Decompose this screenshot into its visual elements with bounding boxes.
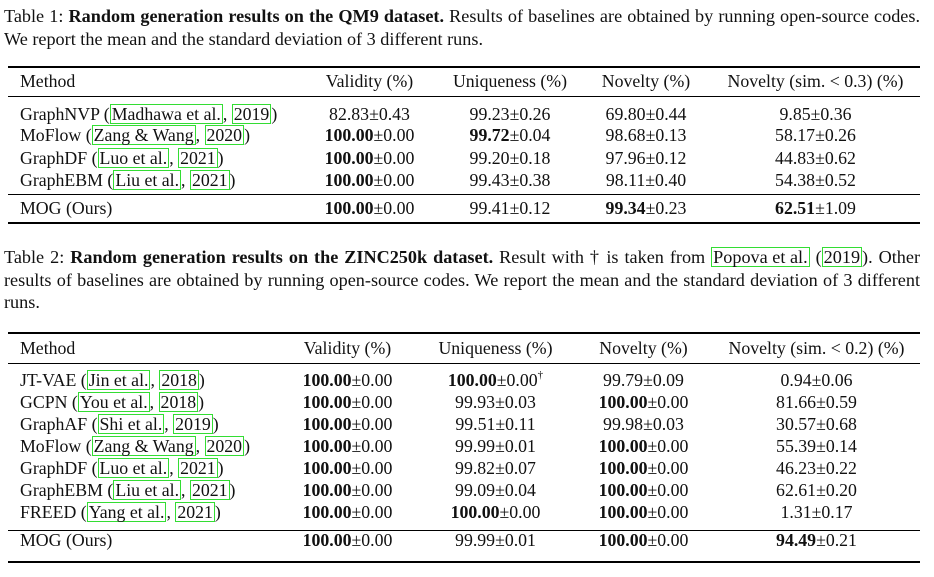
- cell-mean: 82.83: [329, 103, 370, 124]
- method-name: MoFlow: [20, 435, 82, 456]
- plus-minus-sign: ±: [509, 147, 520, 168]
- cell-mean: 100.00: [302, 457, 352, 478]
- cell-mean: 46.23: [776, 457, 817, 478]
- cell-mean: 99.41: [469, 197, 510, 218]
- table2-cell-uniqueness: [417, 413, 574, 435]
- cell-mean: 100.00: [302, 435, 352, 456]
- table2-header-uniqueness: Uniqueness (%): [438, 338, 553, 358]
- table2-caption-cite-year-link[interactable]: 2019: [823, 247, 861, 267]
- cell-std: 0.12: [655, 147, 687, 168]
- cell-mean: 99.72: [469, 125, 510, 146]
- table2-cell-novelty-sim: [713, 457, 920, 479]
- table2-caption-mid: Result with † is taken from: [499, 247, 706, 267]
- table-row-ours: [8, 527, 920, 553]
- table1-caption: [4, 5, 920, 50]
- citation-year-link[interactable]: 2019: [233, 103, 270, 124]
- cell-mean: 99.93: [455, 391, 496, 412]
- plus-minus-sign: ±: [811, 370, 822, 390]
- cell-mean: 100.00: [324, 125, 374, 146]
- cell-std: 0.01: [504, 529, 536, 550]
- plus-minus-sign: ±: [351, 413, 362, 434]
- plus-minus-sign: ±: [816, 435, 826, 456]
- cell-std: 0.00: [657, 391, 689, 412]
- table1-method-cell: GraphNVP ( Madhawa et al. , 2019 ): [20, 103, 278, 124]
- table2-method-cell: MOG (Ours): [20, 529, 113, 550]
- table2-cell-uniqueness: [417, 479, 574, 501]
- citation-year-link[interactable]: 2021: [180, 457, 216, 478]
- cell-mean: 100.00: [324, 170, 374, 191]
- plus-minus-sign: ±: [645, 125, 656, 146]
- cell-mean: 44.83: [775, 147, 816, 168]
- table1-cell-uniqueness: [439, 196, 581, 220]
- table2-cell-uniqueness: [417, 527, 574, 553]
- cell-mean: 62.61: [776, 479, 817, 500]
- cell-std: 0.20: [825, 479, 857, 500]
- table1-cell-novelty: [581, 147, 711, 170]
- plus-minus-sign: ±: [815, 170, 825, 191]
- plus-minus-sign: ±: [369, 103, 379, 124]
- table1-header-uniqueness: Uniqueness (%): [452, 71, 568, 91]
- plus-minus-sign: ±: [351, 435, 362, 456]
- table1-cell-uniqueness: [439, 96, 581, 125]
- cell-std: 0.23: [655, 197, 687, 218]
- cell-std: 0.00: [361, 479, 393, 500]
- cell-std: 0.09: [652, 370, 684, 390]
- table1-cell-novelty-sim: [711, 196, 920, 220]
- table2-caption-text: ). Other results of baselines are obtained by running open-source codes. We report the mean and the standard deviation of 3 different runs.: [4, 247, 921, 312]
- table2-cell-validity: [278, 527, 417, 553]
- cell-std: 0.00: [361, 501, 393, 522]
- table1-cell-novelty: [581, 125, 711, 148]
- method-name: GraphEBM: [20, 170, 103, 191]
- plus-minus-sign: ±: [496, 370, 507, 390]
- cell-mean: 100.00: [598, 457, 648, 478]
- plus-minus-sign: ±: [645, 103, 656, 124]
- cell-mean: 100.00: [324, 147, 374, 168]
- plus-minus-sign: ±: [815, 125, 825, 146]
- cell-std: 0.03: [504, 391, 536, 412]
- cell-std: 0.14: [825, 435, 857, 456]
- plus-minus-sign: ±: [647, 479, 658, 500]
- citation-year-link[interactable]: 2020: [206, 435, 243, 456]
- cell-mean: 81.66: [776, 391, 817, 412]
- cell-mean: 1.31: [780, 501, 812, 522]
- table1-cell-novelty-sim: [711, 96, 920, 125]
- table1-caption-text: Results of baselines are obtained by running open-source codes. We report the mean and the standard deviation of 3 different runs.: [4, 6, 921, 49]
- table-row: [8, 435, 920, 457]
- cell-std: 0.00: [657, 457, 689, 478]
- table2-cell-novelty-sim: [713, 363, 920, 391]
- cell-mean: 100.00: [598, 529, 648, 550]
- table1-method-cell: MOG (Ours): [20, 197, 113, 218]
- citation-year-link[interactable]: 2021: [191, 479, 228, 500]
- table2-cell-novelty-sim: [713, 501, 920, 523]
- table-row: [8, 413, 920, 435]
- citation-authors-link[interactable]: You et al.: [79, 391, 148, 412]
- table2-header-row: [8, 334, 920, 363]
- cell-std: 0.00: [657, 501, 689, 522]
- cell-mean: 100.00: [302, 413, 352, 434]
- table2-cell-validity: [278, 363, 417, 391]
- table2-cell-validity: [278, 479, 417, 501]
- cell-std: 0.22: [825, 457, 857, 478]
- cell-mean: 99.51: [455, 413, 496, 434]
- table1-header-method: Method: [20, 71, 76, 91]
- method-name: GraphNVP: [20, 103, 100, 124]
- method-name: GraphAF: [20, 413, 88, 434]
- table-row-ours: [8, 196, 920, 220]
- cell-mean: 99.99: [455, 529, 496, 550]
- table2-cell-uniqueness: [417, 457, 574, 479]
- plus-minus-sign: ±: [495, 435, 505, 456]
- table2-cell-novelty-sim: [713, 527, 920, 553]
- plus-minus-sign: ±: [351, 501, 362, 522]
- cell-std: 0.43: [378, 103, 410, 124]
- plus-minus-sign: ±: [645, 170, 655, 191]
- plus-minus-sign: ±: [495, 457, 505, 478]
- table2-caption-cite-link[interactable]: Popova et al.: [713, 247, 808, 267]
- table2-cell-novelty: [574, 457, 713, 479]
- table2-bottom-rule: [8, 561, 920, 563]
- cell-mean: 97.96: [605, 147, 646, 168]
- table1-cell-validity: [300, 196, 439, 220]
- cell-std: 0.36: [820, 103, 852, 124]
- citation-year-link[interactable]: 2021: [180, 147, 216, 168]
- plus-minus-sign: ±: [647, 435, 658, 456]
- plus-minus-sign: ±: [509, 170, 520, 191]
- cell-std: 0.00: [361, 391, 393, 412]
- cell-std: 0.00: [361, 413, 393, 434]
- plus-minus-sign: ±: [495, 529, 505, 550]
- table2-method-cell: FREED ( Yang et al. , 2021 ): [20, 501, 221, 522]
- plus-minus-sign: ±: [815, 197, 825, 218]
- cell-std: 0.00: [383, 197, 415, 218]
- cell-mean: 100.00: [598, 391, 648, 412]
- table-row: [8, 170, 920, 193]
- cell-std: 0.12: [519, 197, 551, 218]
- plus-minus-sign: ±: [509, 125, 520, 146]
- plus-minus-sign: ±: [816, 529, 826, 550]
- table2-cell-validity: [278, 435, 417, 457]
- table1-cell-novelty: [581, 96, 711, 125]
- table1-cell-validity: [300, 96, 439, 125]
- cell-std: 0.03: [652, 413, 684, 434]
- plus-minus-sign: ±: [495, 391, 505, 412]
- plus-minus-sign: ±: [647, 391, 658, 412]
- plus-minus-sign: ±: [373, 197, 384, 218]
- table1-cell-validity: [300, 170, 439, 193]
- plus-minus-sign: ±: [816, 457, 826, 478]
- cell-std: 1.09: [824, 197, 856, 218]
- citation-year-link[interactable]: 2019: [175, 413, 211, 434]
- plus-minus-sign: ±: [816, 479, 826, 500]
- table1-method-cell: GraphDF ( Luo et al. , 2021 ): [20, 147, 224, 168]
- citation-authors-link[interactable]: Shi et al.: [99, 413, 163, 434]
- cell-std: 0.17: [821, 501, 853, 522]
- cell-mean: 99.43: [469, 170, 510, 191]
- cell-std: 0.00: [361, 457, 393, 478]
- table1-grid: [8, 67, 920, 220]
- table1-cell-novelty-sim: [711, 170, 920, 193]
- cell-std: 0.26: [824, 125, 856, 146]
- citation-year-link[interactable]: 2020: [206, 125, 243, 146]
- table2-cell-novelty: [574, 501, 713, 523]
- citation-authors-link[interactable]: Luo et al.: [99, 457, 168, 478]
- table2-header-novelty: Novelty (%): [599, 338, 688, 358]
- plus-minus-sign: ±: [495, 479, 505, 500]
- citation-authors-link[interactable]: Madhawa et al.: [111, 103, 221, 124]
- cell-std: 0.00: [657, 479, 689, 500]
- cell-std: 0.00: [361, 370, 393, 390]
- plus-minus-sign: ±: [816, 391, 826, 412]
- table2-cell-validity: [278, 457, 417, 479]
- plus-minus-sign: ±: [499, 501, 510, 522]
- table2-method-cell: JT-VAE ( Jin et al. , 2018 ): [20, 370, 205, 390]
- table1-cell-validity: [300, 147, 439, 170]
- cell-std: 0.44: [655, 103, 687, 124]
- citation-year-link[interactable]: 2021: [191, 170, 228, 191]
- cell-std: 0.00: [506, 370, 538, 390]
- plus-minus-sign: ±: [373, 147, 384, 168]
- method-name: GCPN: [20, 391, 68, 412]
- dagger-mark: †: [537, 369, 544, 381]
- table-row: [8, 96, 920, 125]
- cell-std: 0.00: [383, 125, 415, 146]
- table2-method-cell: GraphEBM ( Liu et al. , 2021 ): [20, 479, 236, 500]
- cell-std: 0.00: [361, 435, 393, 456]
- plus-minus-sign: ±: [373, 125, 384, 146]
- cell-mean: 100.00: [302, 391, 352, 412]
- citation-year-link[interactable]: 2018: [160, 391, 197, 412]
- cell-mean: 100.00: [598, 501, 648, 522]
- plus-minus-sign: ±: [645, 147, 656, 168]
- table2-cell-novelty: [574, 435, 713, 457]
- table-row: [8, 391, 920, 413]
- cell-std: 0.00: [657, 529, 689, 550]
- table2-label: Table 2:: [4, 247, 65, 267]
- cell-mean: 100.00: [302, 529, 352, 550]
- table2-header-method: Method: [20, 338, 76, 358]
- citation-authors-link[interactable]: Zang & Wang: [93, 435, 194, 456]
- table1-header-novelty: Novelty (%): [601, 71, 691, 91]
- cell-mean: 69.80: [605, 103, 646, 124]
- table2-method-cell: GraphAF ( Shi et al. , 2019 ): [20, 413, 219, 434]
- cell-mean: 62.51: [775, 197, 816, 218]
- table2-cell-uniqueness: [417, 391, 574, 413]
- method-name: GraphDF: [20, 457, 88, 478]
- table2-cell-novelty-sim: [713, 479, 920, 501]
- cell-std: 0.04: [504, 479, 536, 500]
- table2-method-cell: GCPN ( You et al. , 2018 ): [20, 391, 205, 412]
- table2-cell-uniqueness: [417, 435, 574, 457]
- cell-mean: 98.68: [605, 125, 646, 146]
- table2-cell-uniqueness: [417, 501, 574, 523]
- cell-mean: 100.00: [598, 435, 648, 456]
- citation-year-link[interactable]: 2021: [177, 501, 213, 522]
- cell-mean: 54.38: [775, 170, 816, 191]
- cell-std: 0.00: [383, 147, 415, 168]
- cell-std: 0.59: [825, 391, 857, 412]
- table1-cell-validity: [300, 125, 439, 148]
- table2-method-cell: MoFlow ( Zang & Wang , 2020 ): [20, 435, 250, 456]
- plus-minus-sign: ±: [645, 197, 656, 218]
- cell-mean: 100.00: [302, 501, 352, 522]
- table1-title: Random generation results on the QM9 dataset.: [68, 6, 445, 26]
- cell-mean: 9.85: [779, 103, 811, 124]
- plus-minus-sign: ±: [495, 413, 506, 434]
- table2-method-cell: GraphDF ( Luo et al. , 2021 ): [20, 457, 224, 478]
- cell-mean: 94.49: [776, 529, 817, 550]
- table-row: [8, 363, 920, 391]
- table2-cell-validity: [278, 413, 417, 435]
- method-name: JT-VAE: [20, 370, 77, 390]
- plus-minus-sign: ±: [643, 370, 653, 390]
- cell-mean: 100.00: [302, 479, 352, 500]
- cell-mean: 100.00: [324, 197, 374, 218]
- table1-cell-novelty-sim: [711, 125, 920, 148]
- table2-cell-novelty: [574, 363, 713, 391]
- cell-std: 0.52: [824, 170, 856, 191]
- table2-cell-novelty: [574, 413, 713, 435]
- citation-year-link[interactable]: 2018: [161, 370, 197, 390]
- cell-std: 0.00: [383, 170, 415, 191]
- cell-std: 0.26: [519, 103, 551, 124]
- plus-minus-sign: ±: [351, 391, 362, 412]
- cell-std: 0.04: [519, 125, 551, 146]
- table2-cell-novelty-sim: [713, 435, 920, 457]
- citation-authors-link[interactable]: Zang & Wang: [93, 125, 194, 146]
- table1-header-novelty-sim: Novelty (sim. < 0.3) (%): [727, 71, 904, 91]
- table-row: [8, 125, 920, 148]
- cell-std: 0.00: [509, 501, 541, 522]
- plus-minus-sign: ±: [351, 370, 362, 390]
- table2-cell-uniqueness: [417, 363, 574, 391]
- cell-mean: 100.00: [450, 501, 500, 522]
- table2-cell-novelty: [574, 527, 713, 553]
- table1-header-row: [8, 67, 920, 96]
- citation-authors-link[interactable]: Luo et al.: [99, 147, 168, 168]
- table-row: [8, 501, 920, 523]
- cell-std: 0.11: [505, 413, 536, 434]
- table2-caption: Table 2: Random generation results on the ZINC250k dataset. Result with † is taken from Popova et al. ( 2019 ). Other results of baselines are obtained by running open-source codes. We report the mean and the standard deviation of 3 different runs.: [4, 247, 921, 312]
- table1-cell-uniqueness: [439, 170, 581, 193]
- cell-mean: 100.00: [598, 479, 648, 500]
- cell-std: 0.62: [824, 147, 856, 168]
- table2-cell-novelty: [574, 391, 713, 413]
- cell-mean: 100.00: [302, 370, 352, 390]
- plus-minus-sign: ±: [815, 147, 825, 168]
- cell-mean: 100.00: [447, 370, 497, 390]
- table1-cell-uniqueness: [439, 125, 581, 148]
- cell-std: 0.21: [825, 529, 857, 550]
- table2-header-validity: Validity (%): [303, 338, 392, 358]
- plus-minus-sign: ±: [509, 197, 520, 218]
- citation-authors-link[interactable]: Liu et al.: [115, 479, 180, 500]
- cell-std: 0.38: [519, 170, 551, 191]
- table1-bottom-rule: [8, 222, 920, 224]
- table2-cell-novelty: [574, 479, 713, 501]
- cell-mean: 99.09: [455, 479, 496, 500]
- cell-std: 0.13: [655, 125, 687, 146]
- cell-mean: 30.57: [776, 413, 817, 434]
- table2-cell-novelty-sim: [713, 413, 920, 435]
- method-name: GraphEBM: [20, 479, 103, 500]
- table1-cell-novelty-sim: [711, 147, 920, 170]
- cell-std: 0.00: [657, 435, 689, 456]
- citation-authors-link[interactable]: Jin et al.: [88, 370, 149, 390]
- cell-mean: 99.98: [603, 413, 644, 434]
- cell-mean: 99.82: [455, 457, 496, 478]
- plus-minus-sign: ±: [351, 529, 362, 550]
- cell-std: 0.06: [821, 370, 853, 390]
- cell-mean: 99.20: [469, 147, 510, 168]
- plus-minus-sign: ±: [351, 479, 362, 500]
- cell-mean: 99.79: [603, 370, 644, 390]
- cell-mean: 99.99: [455, 435, 496, 456]
- method-name: FREED: [20, 501, 77, 522]
- plus-minus-sign: ±: [811, 501, 822, 522]
- table2-cell-validity: [278, 391, 417, 413]
- cell-mean: 0.94: [780, 370, 812, 390]
- cell-mean: 99.23: [469, 103, 510, 124]
- cell-mean: 55.39: [776, 435, 817, 456]
- citation-authors-link[interactable]: Liu et al.: [115, 170, 180, 191]
- table2-cell-validity: [278, 501, 417, 523]
- table-row: [8, 479, 920, 501]
- table1-method-cell: MoFlow ( Zang & Wang , 2020 ): [20, 125, 250, 146]
- citation-authors-link[interactable]: Yang et al.: [88, 501, 165, 522]
- table1-label: Table 1:: [4, 6, 64, 26]
- plus-minus-sign: ±: [810, 103, 821, 124]
- plus-minus-sign: ±: [647, 529, 658, 550]
- table-row: [8, 457, 920, 479]
- cell-std: 0.00: [361, 529, 393, 550]
- plus-minus-sign: ±: [509, 103, 520, 124]
- table1-method-cell: GraphEBM ( Liu et al. , 2021 ): [20, 170, 236, 191]
- cell-std: 0.68: [825, 413, 857, 434]
- table1-cell-novelty: [581, 196, 711, 220]
- table1-cell-uniqueness: [439, 147, 581, 170]
- table2-title: Random generation results on the ZINC250k dataset.: [70, 247, 494, 267]
- method-name: MoFlow: [20, 125, 82, 146]
- table1-header-validity: Validity (%): [325, 71, 414, 91]
- cell-std: 0.01: [504, 435, 536, 456]
- table2-header-novelty-sim: Novelty (sim. < 0.2) (%): [728, 338, 905, 358]
- table1-cell-novelty: [581, 170, 711, 193]
- plus-minus-sign: ±: [351, 457, 362, 478]
- method-name: GraphDF: [20, 147, 88, 168]
- plus-minus-sign: ±: [816, 413, 826, 434]
- plus-minus-sign: ±: [647, 501, 658, 522]
- cell-mean: 98.11: [605, 170, 646, 191]
- cell-mean: 99.34: [605, 197, 646, 218]
- table2-grid: [8, 334, 920, 553]
- cell-std: 0.07: [504, 457, 536, 478]
- plus-minus-sign: ±: [373, 170, 384, 191]
- cell-mean: 58.17: [775, 125, 816, 146]
- cell-std: 0.40: [655, 170, 687, 191]
- table-row: [8, 147, 920, 170]
- plus-minus-sign: ±: [643, 413, 653, 434]
- cell-std: 0.18: [519, 147, 551, 168]
- table2-cell-novelty-sim: [713, 391, 920, 413]
- plus-minus-sign: ±: [647, 457, 658, 478]
